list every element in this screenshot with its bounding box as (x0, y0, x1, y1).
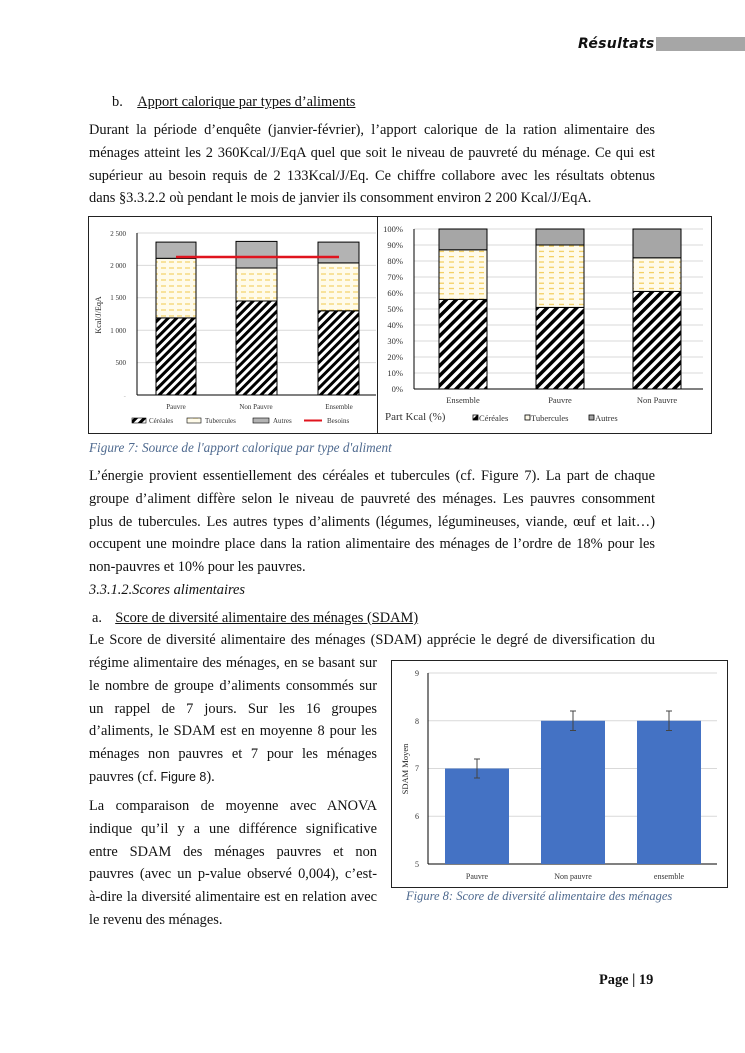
text-line: Durant la période d’enquête (janvier-février), l’apport calorique de la ration alimentaire des (89, 122, 655, 138)
svg-text:Céréales: Céréales (149, 417, 174, 425)
text-line: ménages non pauvres et 7 pour les ménages (89, 746, 377, 763)
bar-ensemble (637, 721, 701, 864)
svg-text:30%: 30% (387, 336, 403, 346)
svg-text:0%: 0% (391, 384, 403, 394)
text-line: entre SDAM des ménages pauvres et non (89, 843, 377, 860)
text-line: indique qu’il y a une différence significative (89, 820, 377, 837)
svg-text:8: 8 (415, 717, 419, 726)
svg-text:Tubercules: Tubercules (531, 413, 569, 423)
page-number: Page | 19 (599, 972, 654, 988)
chart-title: Part Kcal (%) (385, 411, 446, 423)
percent-stacked-bar-chart (378, 217, 711, 433)
sdam-bar-chart (392, 661, 727, 887)
section-b-marker: b. (112, 94, 123, 110)
svg-text:Non Pauvre: Non Pauvre (636, 395, 678, 405)
svg-text:2 000: 2 000 (110, 262, 126, 270)
bar-non-pauvre (236, 241, 277, 395)
svg-text:Autres: Autres (273, 417, 292, 425)
text-line: pauvres (avec un p-value observé 0,004), c’est- (89, 866, 377, 883)
bar-pauvre (536, 229, 584, 389)
text-line: L’énergie provient essentiellement des céréales et tubercules (cf. Figure 7). La part de chaque (89, 468, 655, 484)
text-line: supérieur au besoin requis de 2 133Kcal/J/Eq. Ce chiffre collabore avec les résultats obtenus (89, 167, 655, 184)
running-header-title: Résultats (578, 36, 655, 52)
text-line: La comparaison de moyenne avec ANOVA (89, 798, 377, 814)
bar-non-pauvre (541, 721, 605, 864)
svg-text:2 500: 2 500 (110, 230, 126, 238)
text-line: occupent une moindre place dans la ration alimentaire des ménages de l’ordre de 18% pour les (89, 536, 655, 553)
svg-text:70%: 70% (387, 272, 403, 282)
svg-text:Pauvre: Pauvre (465, 872, 489, 881)
svg-text:9: 9 (415, 669, 419, 678)
svg-text:Tubercules: Tubercules (205, 417, 236, 425)
svg-text:Pauvre: Pauvre (166, 403, 186, 411)
svg-text:5: 5 (415, 860, 419, 869)
svg-text:-: - (123, 392, 126, 400)
svg-text:ensemble: ensemble (653, 872, 685, 881)
y-axis-label: Kcal/J/EqA (94, 296, 103, 334)
bar-ensemble (439, 229, 487, 389)
svg-text:50%: 50% (387, 304, 403, 314)
header-decoration-bar (656, 37, 745, 51)
svg-text:40%: 40% (387, 320, 403, 330)
text-line: groupe d’aliment diffère selon le niveau de pauvreté des ménages. Les pauvres consomment (89, 490, 655, 507)
svg-text:60%: 60% (387, 288, 403, 298)
svg-text:7: 7 (415, 764, 419, 773)
text-line: dans §3.3.2.2 où pendant le mois de janvier ils consomment environ 2 200 Kcal/J/EqA. (89, 190, 592, 207)
svg-text:80%: 80% (387, 256, 403, 266)
text-line: pauvres (cf. Figure 8). (89, 768, 215, 785)
section-a-title: Score de diversité alimentaire des ménages (SDAM) (115, 610, 419, 626)
svg-text:90%: 90% (387, 240, 403, 250)
svg-text:10%: 10% (387, 368, 403, 378)
svg-text:Autres: Autres (595, 413, 618, 423)
text-line: ménages atteint les 2 360Kcal/J/EqA quel que soit le niveau de pauvreté du ménage. Ce qui est (89, 144, 655, 161)
svg-text:1 500: 1 500 (110, 294, 126, 302)
figure7-percent-chart (377, 216, 712, 434)
bar-non-pauvre (633, 229, 681, 389)
calorie-intake-paragraph (89, 119, 655, 210)
svg-text:Céréales: Céréales (479, 413, 509, 423)
figure8-reference[interactable]: Figure 8 (160, 769, 207, 784)
kcal-stacked-bar-chart (89, 217, 378, 433)
section-a-marker: a. (92, 610, 102, 626)
text-line: plus de tubercules. Les autres types d’aliments (légumes, légumineuses, viande, œuf et lait…) (89, 513, 655, 530)
text-line: le nombre de groupe d’aliments consommés sur (89, 677, 377, 694)
bar-pauvre (156, 242, 196, 395)
text-line: un rappel de 7 jours. Sur les 16 groupes (89, 700, 377, 717)
figure8-sdam-chart (391, 660, 728, 888)
figure7-kcal-chart (88, 216, 378, 434)
svg-text:Ensemble: Ensemble (446, 395, 480, 405)
svg-text:20%: 20% (387, 352, 403, 362)
bar-ensemble (318, 242, 359, 395)
text-line: non-pauvres et 10% pour les pauvres. (89, 559, 306, 576)
figure7-caption: Figure 7: Source de l'apport calorique par type d'aliment (89, 440, 392, 455)
energy-paragraph (89, 465, 655, 602)
section-a-heading (92, 607, 418, 630)
bar-pauvre (445, 769, 509, 865)
figure8-caption: Figure 8: Score de diversité alimentaire des ménages (406, 889, 673, 903)
text-line: d’aliments, le SDAM est en moyenne 8 pour les (89, 723, 377, 740)
svg-text:500: 500 (115, 359, 126, 367)
text-line: régime alimentaire des ménages, en se basant sur (89, 655, 377, 671)
legend (132, 417, 349, 425)
sdam-intro-line: Le Score de diversité alimentaire des ménages (SDAM) apprécie le degré de diversification du (89, 632, 655, 648)
section-b-title: Apport calorique par types d’aliments (137, 94, 356, 110)
sdam-paragraph-1 (89, 652, 377, 789)
svg-text:Non Pauvre: Non Pauvre (239, 403, 273, 411)
section-b-heading (112, 91, 355, 114)
text-line: le revenu des ménages. (89, 911, 223, 928)
svg-text:Pauvre: Pauvre (548, 395, 572, 405)
text-line: à-dire la diversité alimentaire est en relation avec (89, 889, 377, 906)
subsection-heading: 3.3.1.2.Scores alimentaires (89, 581, 246, 598)
legend (473, 413, 618, 423)
y-axis-label: SDAM Moyen (400, 743, 410, 795)
sdam-paragraph-2 (89, 795, 377, 932)
svg-text:100%: 100% (383, 224, 403, 234)
svg-text:Besoins: Besoins (327, 417, 350, 425)
svg-text:Non pauvre: Non pauvre (554, 872, 592, 881)
svg-text:6: 6 (415, 812, 419, 821)
svg-text:Ensemble: Ensemble (325, 403, 353, 411)
svg-text:1 000: 1 000 (110, 327, 126, 335)
